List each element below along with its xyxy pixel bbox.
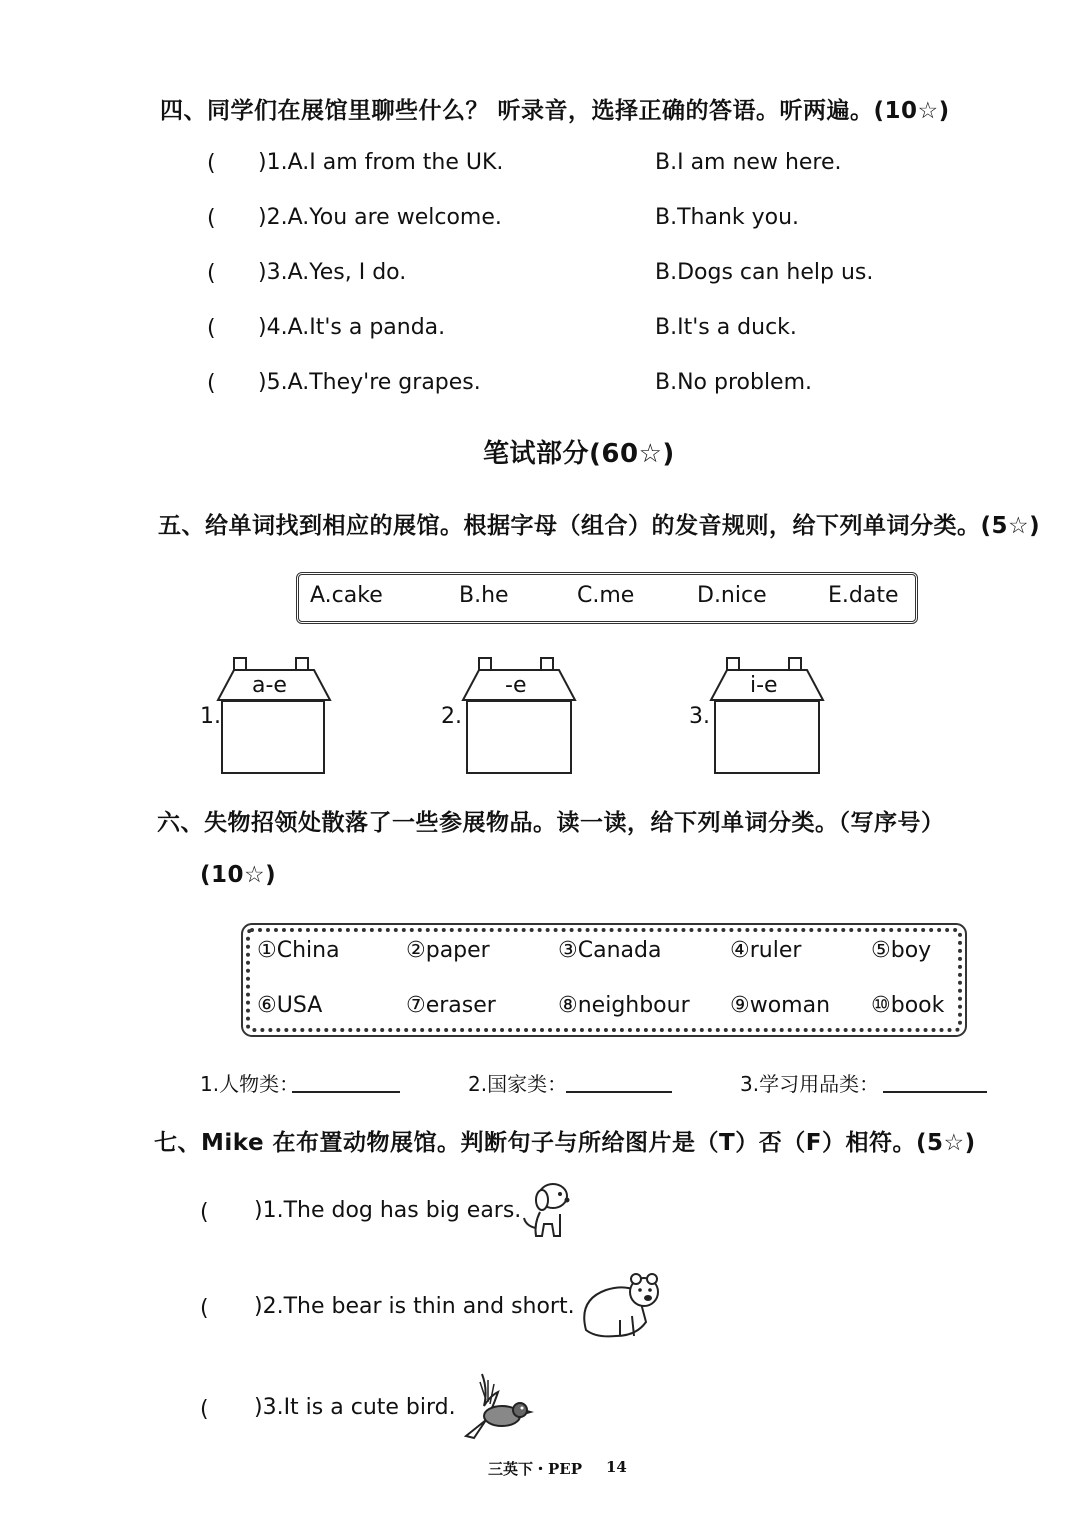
answer-box[interactable] bbox=[466, 700, 572, 774]
house-label: i-e bbox=[750, 673, 778, 698]
section6-score: (10☆) bbox=[200, 862, 277, 888]
option-a: )3.A.Yes, I do. bbox=[258, 260, 407, 285]
house-label: -e bbox=[505, 673, 527, 698]
option-b: B.It's a duck. bbox=[655, 315, 797, 340]
statement-1: )1.The dog has big ears. bbox=[254, 1198, 522, 1223]
option-a: )4.A.It's a panda. bbox=[258, 315, 446, 340]
option-a: )1.A.I am from the UK. bbox=[258, 150, 504, 175]
house-number: 1. bbox=[200, 704, 221, 729]
option-b: B.Dogs can help us. bbox=[655, 260, 874, 285]
word-6: ⑥USA bbox=[257, 993, 323, 1018]
house-label: a-e bbox=[252, 673, 287, 698]
section5-heading: 五、给单词找到相应的展馆。根据字母（组合）的发音规则，给下列单词分类。(5☆) bbox=[158, 513, 1041, 539]
bear-icon bbox=[576, 1270, 664, 1342]
word-d: D.nice bbox=[697, 583, 767, 608]
word-c: C.me bbox=[577, 583, 635, 608]
answer-box[interactable] bbox=[221, 700, 325, 774]
option-b: B.No problem. bbox=[655, 370, 813, 395]
word-8: ⑧neighbour bbox=[558, 993, 690, 1018]
house-number: 2. bbox=[441, 704, 462, 729]
answer-paren[interactable]: ( bbox=[207, 206, 216, 231]
category-people: 1.人物类： bbox=[200, 1072, 300, 1096]
word-9: ⑨woman bbox=[730, 993, 831, 1018]
word-2: ②paper bbox=[406, 938, 490, 963]
dog-icon bbox=[520, 1178, 575, 1244]
footer-book: 三英下・PEP bbox=[488, 1460, 582, 1478]
word-b: B.he bbox=[459, 583, 509, 608]
section6-heading: 六、失物招领处散落了一些参展物品。读一读，给下列单词分类。（写序号） bbox=[157, 810, 945, 836]
written-part-title: 笔试部分(60☆) bbox=[483, 439, 675, 469]
category-countries: 2.国家类： bbox=[468, 1072, 568, 1096]
word-4: ④ruler bbox=[730, 938, 802, 963]
answer-paren[interactable]: ( bbox=[200, 1200, 209, 1225]
answer-paren[interactable]: ( bbox=[200, 1296, 209, 1321]
answer-paren[interactable]: ( bbox=[200, 1397, 209, 1422]
word-5: ⑤boy bbox=[871, 938, 932, 963]
statement-2: )2.The bear is thin and short. bbox=[254, 1294, 575, 1319]
answer-line[interactable] bbox=[883, 1091, 987, 1093]
answer-line[interactable] bbox=[566, 1091, 672, 1093]
section4-heading: 四、同学们在展馆里聊些什么？ 听录音，选择正确的答语。听两遍。(10☆) bbox=[160, 98, 950, 124]
house-number: 3. bbox=[689, 704, 710, 729]
word-1: ①China bbox=[257, 938, 340, 963]
word-a: A.cake bbox=[310, 583, 383, 608]
word-3: ③Canada bbox=[558, 938, 662, 963]
option-a: )5.A.They're grapes. bbox=[258, 370, 481, 395]
page-number: 14 bbox=[606, 1458, 627, 1476]
section7-heading: 七、Mike 在布置动物展馆。判断句子与所给图片是（T）否（F）相符。(5☆) bbox=[154, 1130, 976, 1156]
word-7: ⑦eraser bbox=[406, 993, 496, 1018]
word-e: E.date bbox=[828, 583, 899, 608]
answer-paren[interactable]: ( bbox=[207, 151, 216, 176]
bird-icon bbox=[460, 1370, 535, 1446]
answer-box[interactable] bbox=[714, 700, 820, 774]
category-school-things: 3.学习用品类： bbox=[740, 1072, 880, 1096]
option-b: B.Thank you. bbox=[655, 205, 800, 230]
answer-paren[interactable]: ( bbox=[207, 371, 216, 396]
option-a: )2.A.You are welcome. bbox=[258, 205, 502, 230]
answer-paren[interactable]: ( bbox=[207, 316, 216, 341]
statement-3: )3.It is a cute bird. bbox=[254, 1395, 456, 1420]
word-10: ⑩book bbox=[871, 993, 945, 1018]
answer-paren[interactable]: ( bbox=[207, 261, 216, 286]
option-b: B.I am new here. bbox=[655, 150, 842, 175]
answer-line[interactable] bbox=[292, 1091, 400, 1093]
